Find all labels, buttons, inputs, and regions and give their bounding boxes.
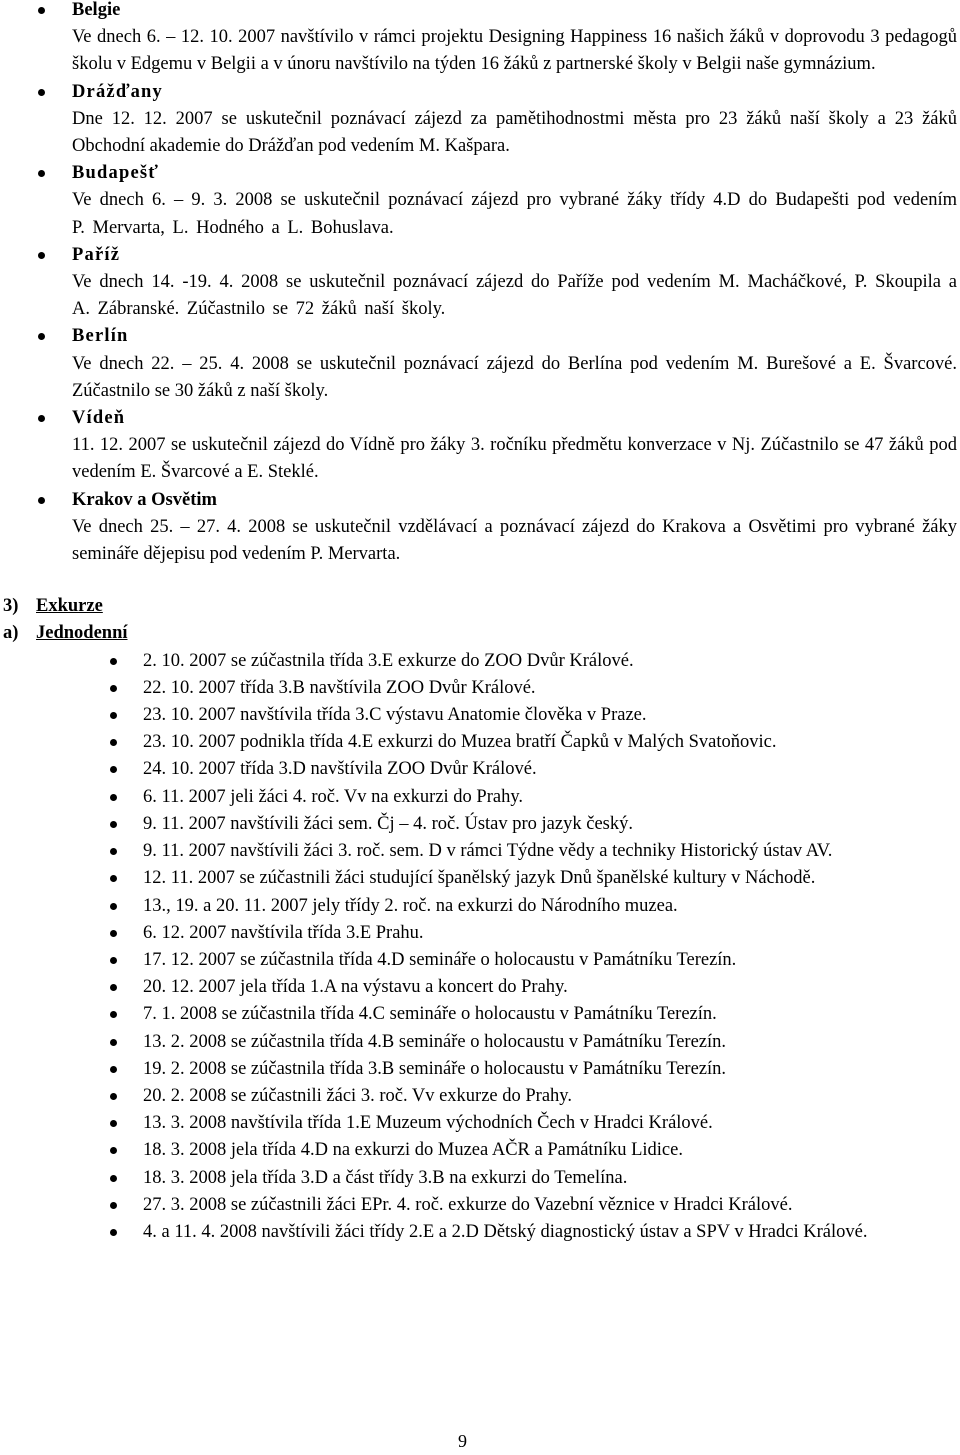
excursion-item: 9. 11. 2007 navštívili žáci sem. Čj – 4. roč. Ústav pro jazyk český. — [0, 811, 960, 838]
section-exkurze — [0, 593, 960, 1246]
excursion-item: 18. 3. 2008 jela třída 3.D a část třídy 3.B na exkurzi do Temelína. — [0, 1165, 960, 1192]
page-number: 9 — [458, 1431, 467, 1451]
excursion-item: 19. 2. 2008 se zúčastnila třída 3.B semináře o holocaustu v Památníku Terezín. — [0, 1056, 960, 1083]
trip-title: Vídeň — [72, 408, 126, 429]
trip-title: Krakov a Osvětim — [72, 489, 217, 510]
trip-title: Paříž — [72, 244, 121, 265]
excursion-item: 13. 3. 2008 navštívila třída 1.E Muzeum východních Čech v Hradci Králové. — [0, 1110, 960, 1137]
section-number: 3) — [3, 596, 19, 617]
trip-title: Budapešť — [72, 163, 160, 184]
excursion-item: 20. 2. 2008 se zúčastnili žáci 3. roč. Vv exkurze do Prahy. — [0, 1083, 960, 1110]
subsection-number: a) — [3, 623, 19, 644]
excursion-item: 6. 12. 2007 navštívila třída 3.E Prahu. — [0, 920, 960, 947]
subsection-title: Jednodenní — [36, 623, 128, 644]
excursion-item: 13., 19. a 20. 11. 2007 jely třídy 2. roč. na exkurzi do Národního muzea. — [0, 893, 960, 920]
trip-budapest — [0, 160, 960, 242]
excursion-item: 7. 1. 2008 se zúčastnila třída 4.C semináře o holocaustu v Památníku Terezín. — [0, 1001, 960, 1028]
subsection-heading — [0, 620, 960, 647]
excursion-item: 23. 10. 2007 navštívila třída 3.C výstavu Anatomie člověka v Praze. — [0, 702, 960, 729]
trip-berlin — [0, 323, 960, 405]
trip-viden — [0, 405, 960, 487]
excursion-item: 27. 3. 2008 se zúčastnili žáci EPr. 4. roč. exkurze do Vazební věznice v Hradci Králové. — [0, 1192, 960, 1219]
excursion-item: 17. 12. 2007 se zúčastnila třída 4.D semináře o holocaustu v Památníku Terezín. — [0, 947, 960, 974]
excursion-item: 12. 11. 2007 se zúčastnili žáci studující španělský jazyk Dnů španělské kultury v Náchodě. — [0, 865, 960, 892]
excursion-item: 23. 10. 2007 podnikla třída 4.E exkurzi do Muzea bratří Čapků v Malých Svatoňovic. — [0, 729, 960, 756]
trip-title: Belgie — [72, 0, 121, 20]
excursion-list — [0, 648, 960, 1246]
trip-belgie — [0, 0, 960, 79]
trip-krakov — [0, 487, 960, 569]
trip-text: Ve dnech 6. – 12. 10. 2007 navštívilo v rámci projektu Designing Happiness 16 našich žáků v doprovodu 3 pedagogů školu v Edgemu v Belgii a v únoru navštívilo na týden 16 žáků z partnerské školy v Belgii naše gymnázium. — [72, 27, 957, 75]
trip-text: Ve dnech 25. – 27. 4. 2008 se uskutečnil vzdělávací a poznávací zájezd do Krakova a Osvětimi pro vybrané žáky semináře dějepisu pod vedením P. Mervarta. — [72, 516, 957, 565]
section-title: Exkurze — [36, 596, 103, 617]
excursion-item: 6. 11. 2007 jeli žáci 4. roč. Vv na exkurzi do Prahy. — [0, 784, 960, 811]
section-heading — [0, 593, 960, 620]
trip-drazdany — [0, 79, 960, 161]
trip-text: Dne 12. 12. 2007 se uskutečnil poznávací zájezd za pamětihodnostmi města pro 23 žáků naší školy a 23 žáků Obchodní akademie do Drážďan pod vedením M. Kašpara. — [72, 108, 957, 157]
excursion-item: 24. 10. 2007 třída 3.D navštívila ZOO Dvůr Králové. — [0, 756, 960, 783]
excursion-item: 13. 2. 2008 se zúčastnila třída 4.B semináře o holocaustu v Památníku Terezín. — [0, 1029, 960, 1056]
excursion-item: 20. 12. 2007 jela třída 1.A na výstavu a koncert do Prahy. — [0, 974, 960, 1001]
trip-text: Ve dnech 22. – 25. 4. 2008 se uskutečnil poznávací zájezd do Berlína pod vedením M. Burešové a E. Švarcové. Zúčastnilo se 30 žáků z naší školy. — [72, 353, 957, 401]
excursion-item: 9. 11. 2007 navštívili žáci 3. roč. sem. D v rámci Týdne vědy a techniky Historický ústav AV. — [0, 838, 960, 865]
excursion-item: 18. 3. 2008 jela třída 4.D na exkurzi do Muzea AČR a Památníku Lidice. — [0, 1137, 960, 1164]
trip-title: Drážďany — [72, 81, 163, 102]
trip-text: Ve dnech 6. – 9. 3. 2008 se uskutečnil poznávací zájezd pro vybrané žáky třídy 4.D do Budapešti pod vedením P. Mervarta, L. Hodného a L. Bohuslava. — [72, 190, 957, 238]
trip-text: 11. 12. 2007 se uskutečnil zájezd do Vídně pro žáky 3. ročníku předmětu konverzace v Nj. Zúčastnilo se 47 žáků pod vedením E. Švarcové a E. Steklé. — [72, 435, 957, 483]
trip-text: Ve dnech 14. -19. 4. 2008 se uskutečnil poznávací zájezd do Paříže pod vedením M. Macháčkové, P. Skoupila a A. Zábranské. Zúčastnilo se 72 žáků naší školy. — [72, 272, 957, 320]
trip-title: Berlín — [72, 326, 129, 347]
excursion-item: 22. 10. 2007 třída 3.B navštívila ZOO Dvůr Králové. — [0, 675, 960, 702]
excursion-item: 4. a 11. 4. 2008 navštívili žáci třídy 2.E a 2.D Dětský diagnostický ústav a SPV v Hradci Králové. — [0, 1219, 960, 1246]
trip-pariz — [0, 242, 960, 324]
excursion-item: 2. 10. 2007 se zúčastnila třída 3.E exkurze do ZOO Dvůr Králové. — [0, 648, 960, 675]
